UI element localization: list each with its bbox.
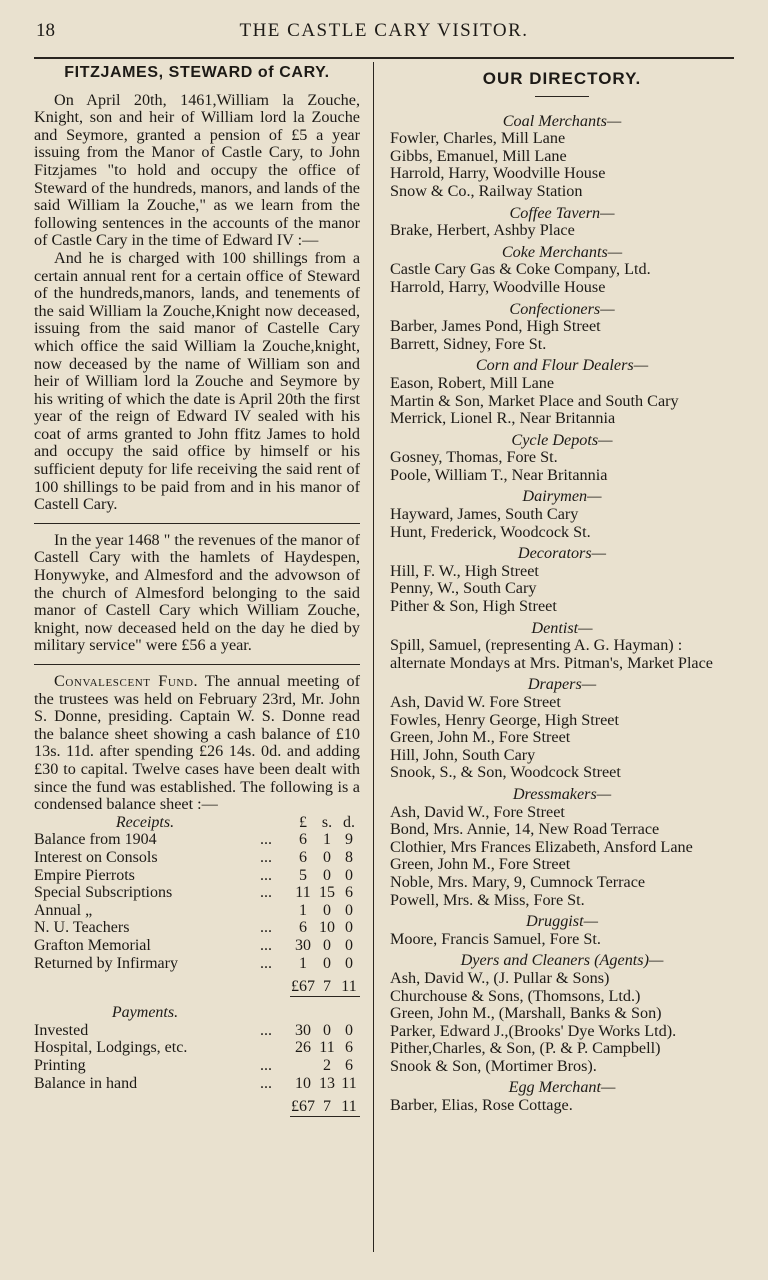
directory-entry: Harrold, Harry, Woodville House [390, 164, 606, 183]
directory-entry: Green, John M., Fore Street [390, 855, 571, 874]
table-row: Special Subscriptions ... 11 15 6 [34, 884, 353, 902]
section-divider [34, 523, 360, 524]
table-row: Grafton Memorial ... 30 0 0 [34, 936, 353, 954]
directory-category: Corn and Flour Dealers— [475, 356, 649, 375]
directory-category: Dyers and Cleaners (Agents)— [460, 951, 664, 970]
directory-category: Cycle Depots— [511, 430, 613, 449]
directory-column [390, 70, 734, 1115]
directory-entry: Merrick, Lionel R., Near Britannia [390, 409, 616, 428]
directory-category: Decorators— [517, 544, 607, 563]
directory-entry: Poole, William T., Near Britannia [390, 465, 608, 484]
directory-entry: Churchouse & Sons, (Thomsons, Ltd.) [390, 986, 641, 1005]
paragraph-2: And he is charged with 100 shillings from a certain annual rent for a certain office of Steward of the hundreds,manors, lands, and tenements of the said William la Zouche,Knight now deceased, issuing from the said manor of Castelle Cary which office the said William la Zouche,knight, now deceased by the name of William son and heir of William lord la Zouche and Seymore by his writing of which the date is April 20th the first year of the reign of Edward IV sealed with his coat of arms granted to John ffitz James to hold and occupy the said office by himself or his sufficient deputy for life receiving the said rent of 100 shillings to be paid from and in his manor of Castell Cary. [34, 248, 360, 514]
directory-entry: Green, John M., (Marshall, Banks & Son) [390, 1004, 662, 1023]
directory-category: Coke Merchants— [501, 242, 623, 261]
column-divider [373, 62, 374, 1252]
directory-category: Egg Merchant— [508, 1078, 616, 1097]
table-row: Hospital, Lodgings, etc. 26 11 6 [34, 1039, 353, 1057]
directory-category: Dairymen— [522, 487, 602, 506]
directory-list [390, 113, 734, 1115]
directory-category: Coal Merchants— [502, 111, 622, 130]
page-number: 18 [36, 20, 55, 41]
publication-title: THE CASTLE CARY VISITOR. [239, 20, 529, 41]
directory-entry: Barber, Elias, Rose Cottage. [390, 1096, 573, 1115]
directory-entry: Gosney, Thomas, Fore St. [390, 448, 558, 467]
fund-text: The annual meeting of the trustees was held on February 23rd, Mr. John S. Donne, presiding. Captain W. S. Donne read the balance sheet showing a cash balance of £10 13s. 11d. after spending £26 14s. 0d. and adding £30 to capital. Twelve cases have been dealt with since the fund was established. The following is a condensed balance sheet :— [34, 672, 360, 814]
table-row: Annual „ 1 0 0 [34, 901, 353, 919]
paragraph-1: On April 20th, 1461,William la Zouche, Knight, son and heir of William lord la Zouche and Seymore, granted a pension of £5 a year issuing from the Manor of Castle Cary, to John Fitzjames "to hold and occupy the office of Steward of the hundreds, manors, and lands of the said William la Zouche," as we learn from the following sentences in the accounts of the manor of Castle Cary in the time of Edward IV :— [34, 90, 360, 250]
directory-entry: Hayward, James, South Cary [390, 505, 579, 524]
directory-entry: Spill, Samuel, (representing A. G. Hayman) : alternate Mondays at Mrs. Pitman's, Market Place [390, 636, 713, 672]
directory-entry: Moore, Francis Samuel, Fore St. [390, 929, 601, 948]
directory-entry: Pither & Son, High Street [390, 597, 557, 616]
section-divider [34, 664, 360, 665]
receipts-label: Receipts. [115, 813, 175, 831]
total-receipts-shillings: 7 [316, 972, 338, 996]
table-row: Invested ... 30 0 0 [34, 1021, 353, 1039]
directory-entry: Fowles, Henry George, High Street [390, 710, 619, 729]
directory-entry: Hill, John, South Cary [390, 745, 536, 764]
directory-entry: Harrold, Harry, Woodville House [390, 277, 606, 296]
table-row: Empire Pierrots ... 5 0 0 [34, 866, 353, 884]
directory-title: OUR DIRECTORY. [482, 69, 642, 88]
directory-entry: Martin & Son, Market Place and South Cary [390, 391, 679, 410]
directory-entry: Powell, Mrs. & Miss, Fore St. [390, 890, 585, 909]
total-payments-shillings: 7 [316, 1092, 338, 1116]
paragraph-3: In the year 1468 " the revenues of the manor of Castell Cary with the hamlets of Haydespen, Honywyke, and Almesford and the advowson of the church of Almesford belonging to the said manor of Castell Cary which William Zouche, knight, now deceased held on the day he died by military service" were £56 a year. [34, 530, 360, 655]
directory-entry: Noble, Mrs. Mary, 9, Cumnock Terrace [390, 872, 646, 891]
col-pounds: £ [299, 813, 307, 831]
table-row: Balance in hand ... 10 13 11 [34, 1074, 357, 1092]
directory-category: Druggist— [526, 912, 598, 931]
directory-entry: Pither,Charles, & Son, (P. & P. Campbell) [390, 1039, 661, 1058]
receipts-header-row [34, 814, 360, 832]
directory-entry: Snook, S., & Son, Woodcock Street [390, 763, 621, 782]
directory-entry: Castle Cary Gas & Coke Company, Ltd. [390, 260, 651, 279]
receipts-total-row [34, 972, 360, 996]
directory-entry: Bond, Mrs. Annie, 14, New Road Terrace [390, 820, 660, 839]
paragraph-4 [34, 673, 360, 814]
directory-entry: Parker, Edward J.,(Brooks' Dye Works Ltd). [390, 1021, 677, 1040]
article-title: FITZJAMES, STEWARD of CARY. [64, 64, 330, 81]
total-receipts-pounds: £67 [290, 972, 316, 996]
directory-entry: Eason, Robert, Mill Lane [390, 373, 555, 392]
table-row: Interest on Consols ... 6 0 8 [34, 848, 353, 866]
directory-entry: Ash, David W., Fore Street [390, 802, 565, 821]
total-receipts-pence: 11 [338, 972, 360, 996]
directory-entry: Barber, James Pond, High Street [390, 317, 601, 336]
table-row: Printing ... 2 6 [34, 1056, 353, 1074]
running-header [34, 18, 734, 44]
col-pence: d. [343, 813, 355, 831]
header-rule [34, 57, 734, 59]
directory-entry: Ash, David W., (J. Pullar & Sons) [390, 968, 610, 987]
directory-category: Dentist— [531, 618, 593, 637]
balance-sheet [34, 814, 360, 1117]
directory-entry: Fowler, Charles, Mill Lane [390, 129, 566, 148]
table-row: N. U. Teachers ... 6 10 0 [34, 919, 353, 937]
directory-category: Coffee Tavern— [509, 203, 615, 222]
payments-header-row [34, 996, 360, 1022]
directory-entry: Hill, F. W., High Street [390, 561, 539, 580]
directory-category: Drapers— [527, 675, 597, 694]
directory-entry: Hunt, Frederick, Woodcock St. [390, 522, 591, 541]
directory-entry: Brake, Herbert, Ashby Place [390, 221, 575, 240]
directory-entry: Gibbs, Emanuel, Mill Lane [390, 146, 567, 165]
directory-category: Dressmakers— [512, 784, 612, 803]
payments-total-row [34, 1092, 360, 1116]
title-rule [535, 96, 589, 97]
fund-heading: Convalescent Fund. [54, 672, 199, 690]
directory-category: Confectioners— [509, 299, 615, 318]
directory-entry: Clothier, Mrs Frances Elizabeth, Ansford Lane [390, 837, 693, 856]
directory-entry: Ash, David W. Fore Street [390, 693, 561, 711]
directory-entry: Snook & Son, (Mortimer Bros). [390, 1056, 597, 1075]
payments-label: Payments. [111, 1004, 179, 1022]
table-row: Balance from 1904 ... 6 1 9 [34, 831, 353, 849]
total-payments-pence: 11 [338, 1092, 360, 1116]
total-payments-pounds: £67 [290, 1092, 316, 1116]
left-column [34, 64, 360, 1117]
directory-entry: Green, John M., Fore Street [390, 728, 571, 747]
table-row: Returned by Infirmary ... 1 0 0 [34, 954, 353, 972]
directory-entry: Barrett, Sidney, Fore St. [390, 334, 547, 353]
col-shillings: s. [321, 813, 333, 831]
directory-entry: Snow & Co., Railway Station [390, 181, 583, 200]
directory-entry: Penny, W., South Cary [390, 579, 537, 598]
